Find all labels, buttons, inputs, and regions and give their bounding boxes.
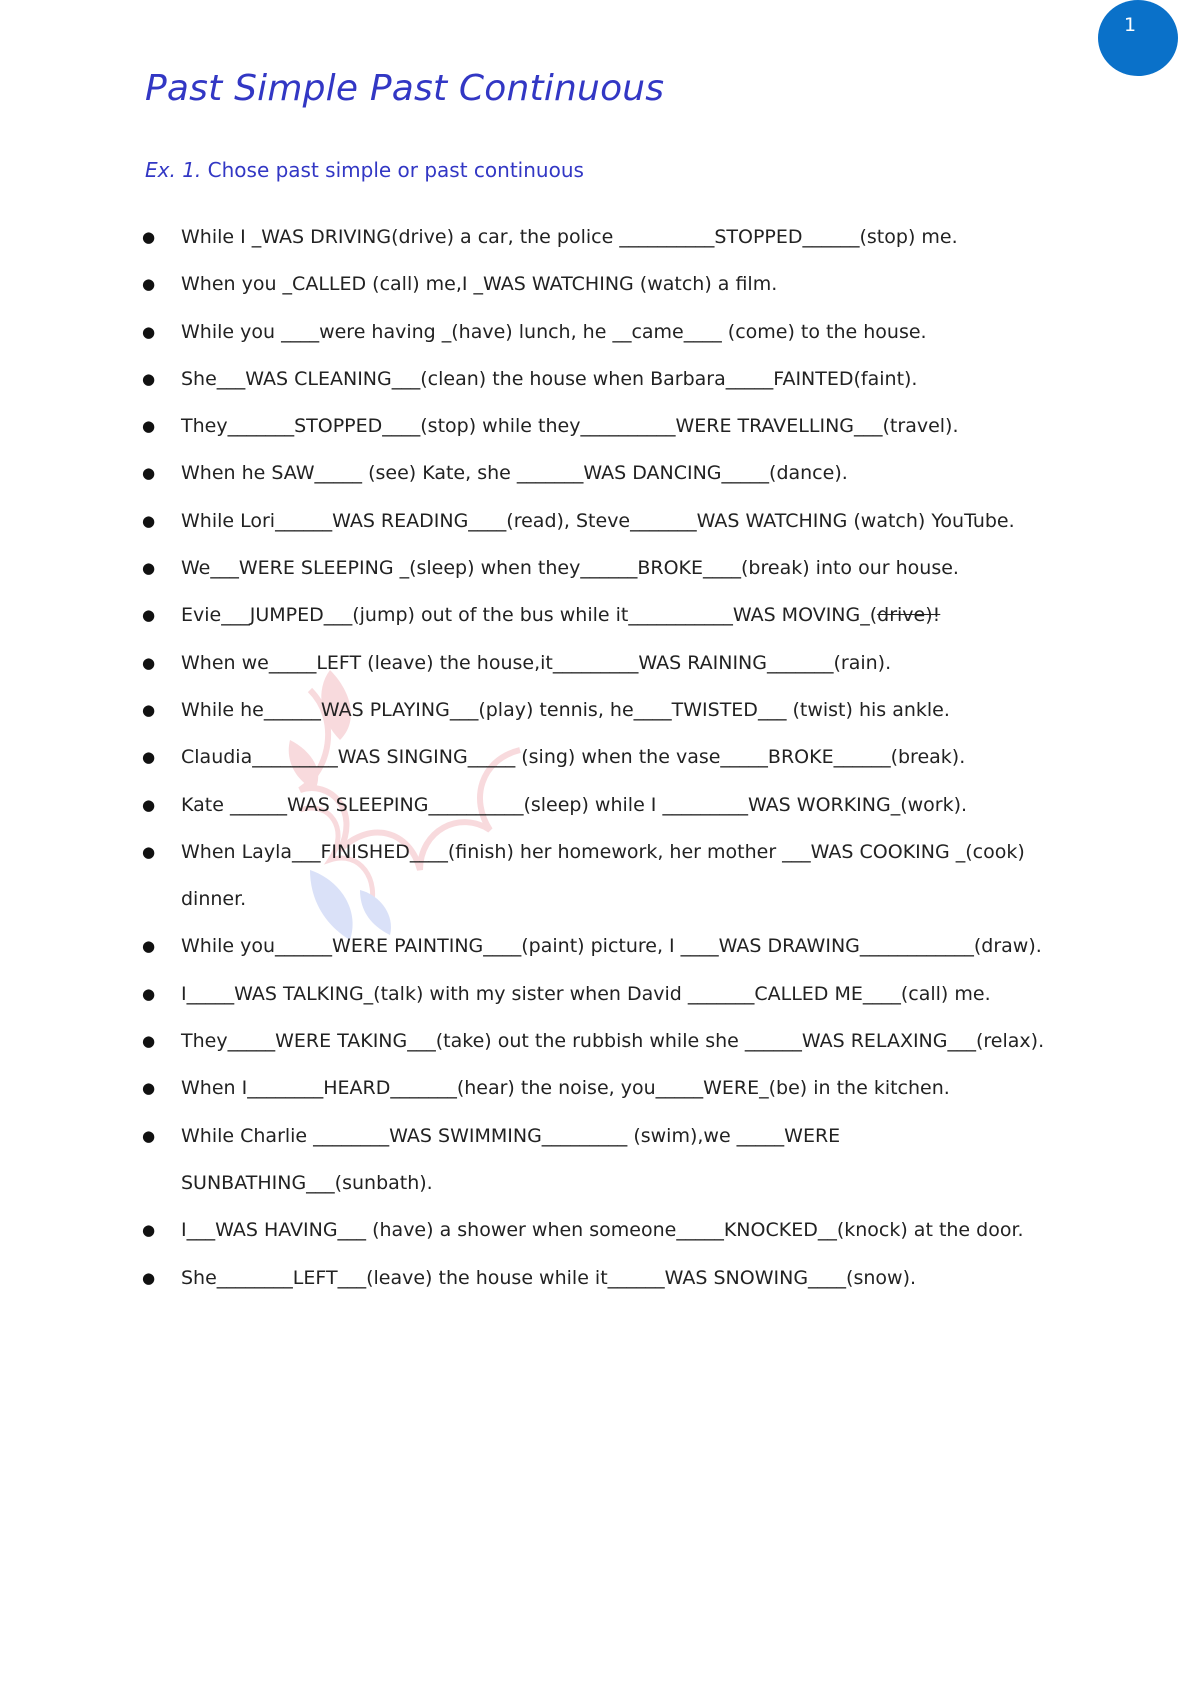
struck-text: drive)! xyxy=(877,604,941,627)
item-text: While you ____were having _(have) lunch, he __came____ (come) to the house. xyxy=(181,320,927,343)
list-item: ● When you _CALLED (call) me,I _WAS WATCHING (watch) a film. xyxy=(142,273,778,296)
list-item: ● When Layla___FINISHED____(finish) her homework, her mother ___WAS COOKING _(cook) dinner. xyxy=(142,840,1025,911)
exercise-list xyxy=(140,214,1070,1302)
page-number: 1 xyxy=(1123,14,1137,36)
list-item: ● When we_____LEFT (leave) the house,it_________WAS RAINING_______(rain). xyxy=(142,651,892,674)
list-item: ● When I________HEARD_______(hear) the noise, you_____WERE_(be) in the kitchen. xyxy=(142,1077,950,1100)
item-text: I___WAS HAVING___ (have) a shower when someone_____KNOCKED__(knock) at the door. xyxy=(181,1219,1024,1242)
list-item: ● While you______WERE PAINTING____(paint) picture, I ____WAS DRAWING____________(draw). xyxy=(142,935,1042,958)
list-item: ● While Charlie ________WAS SWIMMING_________ (swim),we _____WERE SUNBATHING___(sunbath). xyxy=(142,1124,841,1194)
list-item: ● She________LEFT___(leave) the house while it______WAS SNOWING____(snow). xyxy=(142,1266,917,1289)
item-text: I_____WAS TALKING_(talk) with my sister when David _______CALLED ME____(call) me. xyxy=(181,982,991,1005)
list-item: ● They_______STOPPED____(stop) while they__________WERE TRAVELLING___(travel). xyxy=(142,415,959,438)
exercise-number: Ex. 1. xyxy=(145,158,202,182)
list-item: ● Evie___JUMPED___(jump) out of the bus while it___________WAS MOVING_(drive)! xyxy=(142,604,941,627)
list-item: ● While I _WAS DRIVING(drive) a car, the police __________STOPPED______(stop) me. xyxy=(142,226,958,248)
list-item: ● Claudia_________WAS SINGING_____ (sing) when the vase_____BROKE______(break). xyxy=(142,746,966,769)
item-text: We___WERE SLEEPING _(sleep) when they______BROKE____(break) into our house. xyxy=(181,557,959,580)
item-text: They_____WERE TAKING___(take) out the rubbish while she ______WAS RELAXING___(relax). xyxy=(181,1030,1045,1053)
item-text: While Charlie ________WAS SWIMMING_________ (swim),we _____WERE SUNBATHING___(sunbath). xyxy=(181,1124,841,1194)
item-text: They_______STOPPED____(stop) while they__________WERE TRAVELLING___(travel). xyxy=(181,415,959,438)
item-text: While Lori______WAS READING____(read), Steve_______WAS WATCHING (watch) YouTube. xyxy=(181,509,1015,532)
item-text: Claudia_________WAS SINGING_____ (sing) when the vase_____BROKE______(break). xyxy=(181,746,966,769)
list-item: ● Kate ______WAS SLEEPING__________(sleep) while I _________WAS WORKING_(work). xyxy=(142,793,968,816)
item-text: When he SAW_____ (see) Kate, she _______WAS DANCING_____(dance). xyxy=(181,462,848,485)
list-item: ● I_____WAS TALKING_(talk) with my sister when David _______CALLED ME____(call) me. xyxy=(142,982,991,1005)
item-text: Evie___JUMPED___(jump) out of the bus while it___________WAS MOVING_( xyxy=(181,604,878,627)
item-text: While I _WAS DRIVING(drive) a car, the police __________STOPPED______(stop) me. xyxy=(181,226,958,248)
list-item: ● They_____WERE TAKING___(take) out the rubbish while she ______WAS RELAXING___(relax). xyxy=(142,1030,1045,1053)
list-item: ● We___WERE SLEEPING _(sleep) when they______BROKE____(break) into our house. xyxy=(142,557,959,580)
list-item: ● While Lori______WAS READING____(read), Steve_______WAS WATCHING (watch) YouTube. xyxy=(142,509,1015,532)
list-item: ● While he______WAS PLAYING___(play) tennis, he____TWISTED___ (twist) his ankle. xyxy=(142,698,950,721)
list-item: ● She___WAS CLEANING___(clean) the house when Barbara_____FAINTED(faint). xyxy=(142,367,918,390)
item-text: She___WAS CLEANING___(clean) the house when Barbara_____FAINTED(faint). xyxy=(181,367,918,390)
list-item: ● When he SAW_____ (see) Kate, she _______WAS DANCING_____(dance). xyxy=(142,462,848,485)
item-text: She________LEFT___(leave) the house while it______WAS SNOWING____(snow). xyxy=(181,1266,917,1289)
item-text: When you _CALLED (call) me,I _WAS WATCHING (watch) a film. xyxy=(181,273,778,296)
item-text: When I________HEARD_______(hear) the noise, you_____WERE_(be) in the kitchen. xyxy=(181,1077,950,1100)
list-item: ● While you ____were having _(have) lunch, he __came____ (come) to the house. xyxy=(142,320,927,343)
exercise-instruction: Chose past simple or past continuous xyxy=(207,158,584,182)
item-text: While he______WAS PLAYING___(play) tennis, he____TWISTED___ (twist) his ankle. xyxy=(181,698,950,721)
page-number-badge xyxy=(1098,0,1178,76)
list-item: ● I___WAS HAVING___ (have) a shower when someone_____KNOCKED__(knock) at the door. xyxy=(142,1219,1024,1242)
item-text: While you______WERE PAINTING____(paint) picture, I ____WAS DRAWING____________(draw). xyxy=(181,935,1042,958)
item-text: When Layla___FINISHED____(finish) her homework, her mother ___WAS COOKING _(cook) dinner. xyxy=(181,840,1025,911)
page-title: Past Simple Past Continuous xyxy=(145,68,665,109)
item-text: When we_____LEFT (leave) the house,it_________WAS RAINING_______(rain). xyxy=(181,651,892,674)
exercise-heading xyxy=(145,158,584,182)
item-text: Kate ______WAS SLEEPING__________(sleep) while I _________WAS WORKING_(work). xyxy=(181,793,968,816)
